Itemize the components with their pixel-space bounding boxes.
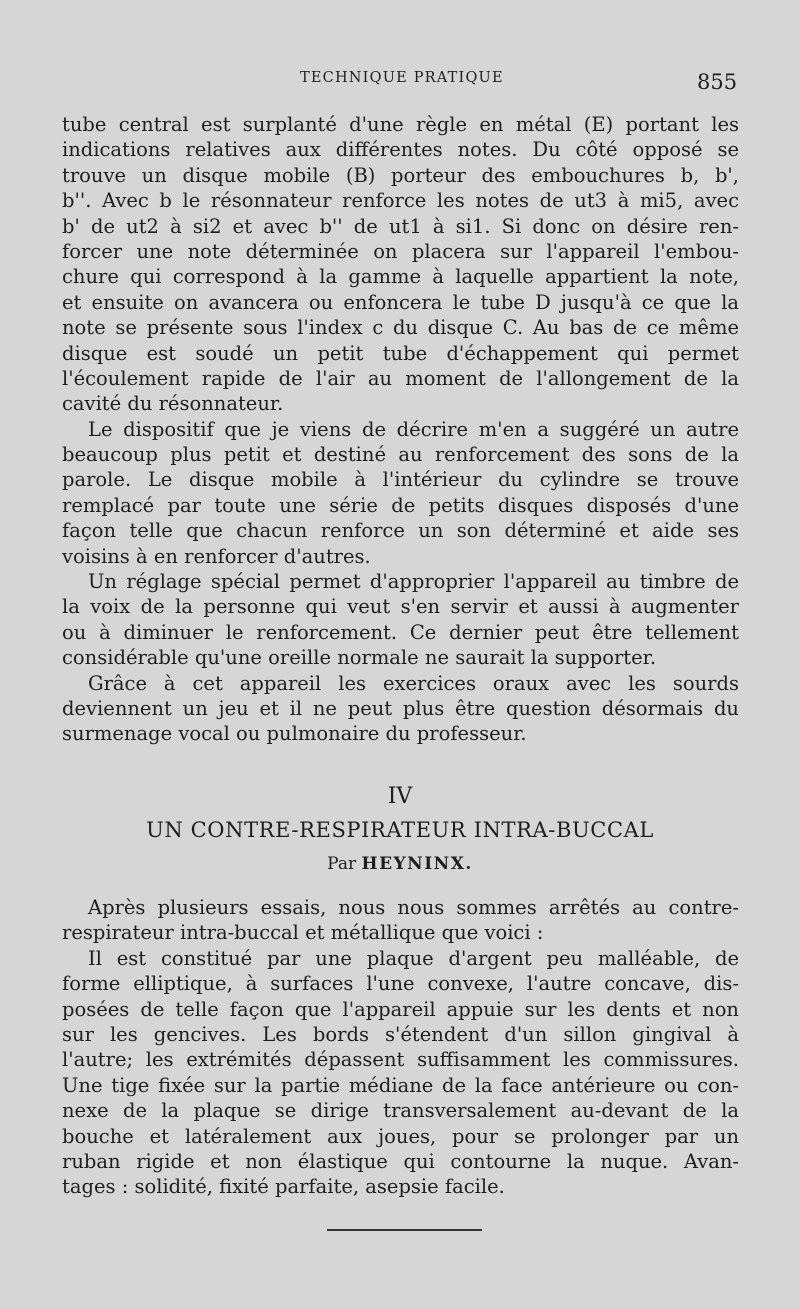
text-line: tube central est surplanté d'une règle en métal (E) portant les bbox=[62, 113, 739, 136]
section-number: IV bbox=[387, 784, 413, 809]
text-line: et ensuite on avancera ou enfoncera le tube D jusqu'à ce que la bbox=[62, 290, 739, 314]
text-line: tages : solidité, fixité parfaite, asepsie facile. bbox=[62, 1175, 505, 1199]
text-line: indications relatives aux différentes notes. Du côté opposé se bbox=[62, 138, 739, 162]
text-line: remplacé par toute une série de petits disques disposés d'une bbox=[62, 493, 739, 517]
text-block-top bbox=[62, 112, 739, 747]
text-line: la voix de la personne qui veut s'en servir et aussi à augmenter bbox=[62, 595, 739, 619]
text-line: trouve un disque mobile (B) porteur des embouchures b, b', bbox=[62, 163, 739, 187]
text-line: sur les gencives. Les bords s'étendent d'un sillon gingival à bbox=[62, 1022, 739, 1046]
text-line: Une tige fixée sur la partie médiane de la face antérieure ou con- bbox=[62, 1073, 739, 1097]
text-line: surmenage vocal ou pulmonaire du professeur. bbox=[62, 722, 527, 746]
text-line: beaucoup plus petit et destiné au renforcement des sons de la bbox=[62, 443, 739, 467]
section-title: UN CONTRE-RESPIRATEUR INTRA-BUCCAL bbox=[146, 818, 654, 842]
text-line: ou à diminuer le renforcement. Ce dernier peut être tellement bbox=[62, 620, 739, 644]
text-line: b' de ut2 à si2 et avec b'' de ut1 à si1. Si donc on désire ren- bbox=[62, 214, 739, 238]
text-line: forcer une note déterminée on placera sur l'appareil l'embou- bbox=[62, 239, 739, 263]
text-line: respirateur intra-buccal et métallique que voici : bbox=[62, 921, 544, 945]
text-line: b''. Avec b le résonnateur renforce les notes de ut3 à mi5, avec bbox=[62, 189, 739, 213]
byline-prefix: Par bbox=[327, 854, 357, 874]
running-title: TECHNIQUE PRATIQUE bbox=[300, 70, 504, 86]
text-line: considérable qu'une oreille normale ne saurait la supporter. bbox=[62, 646, 657, 670]
text-line: deviennent un jeu et il ne peut plus être question désormais du bbox=[62, 696, 739, 720]
text-line: note se présente sous l'index c du disque C. Au bas de ce même bbox=[62, 316, 739, 340]
text-line: Après plusieurs essais, nous nous sommes arrêtés au contre- bbox=[88, 896, 739, 919]
text-line: façon telle que chacun renforce un son déterminé et aide ses bbox=[62, 519, 739, 543]
footer-rule bbox=[327, 1229, 482, 1231]
text-line: Le dispositif que je viens de décrire m'en a suggéré un autre bbox=[88, 417, 739, 441]
page-number: 855 bbox=[697, 70, 738, 94]
text-line: ruban rigide et non élastique qui contourne la nuque. Avan- bbox=[62, 1149, 739, 1173]
byline bbox=[0, 854, 800, 874]
text-line: parole. Le disque mobile à l'intérieur du cylindre se trouve bbox=[62, 468, 739, 492]
text-line: l'autre; les extrémités dépassent suffisamment les commissures. bbox=[62, 1048, 739, 1072]
text-line: posées de telle façon que l'appareil appuie sur les dents et non bbox=[62, 997, 739, 1021]
text-line: Grâce à cet appareil les exercices oraux avec les sourds bbox=[88, 671, 739, 695]
text-line: forme elliptique, à surfaces l'une convexe, l'autre concave, dis- bbox=[62, 972, 739, 996]
text-line: disque est soudé un petit tube d'échappement qui permet bbox=[62, 341, 739, 365]
text-line: cavité du résonnateur. bbox=[62, 392, 284, 416]
text-line: voisins à en renforcer d'autres. bbox=[62, 544, 371, 568]
text-line: chure qui correspond à la gamme à laquelle appartient la note, bbox=[62, 265, 739, 289]
text-block-bottom bbox=[62, 895, 739, 1200]
text-line: Il est constitué par une plaque d'argent peu malléable, de bbox=[88, 946, 739, 970]
text-line: l'écoulement rapide de l'air au moment de l'allongement de la bbox=[62, 366, 739, 390]
text-line: Un réglage spécial permet d'approprier l'appareil au timbre de bbox=[88, 570, 739, 594]
text-line: bouche et latéralement aux joues, pour se prolonger par un bbox=[62, 1124, 739, 1148]
author-name: HEYNINX. bbox=[361, 854, 473, 874]
text-line: nexe de la plaque se dirige transversalement au-devant de la bbox=[62, 1099, 739, 1123]
